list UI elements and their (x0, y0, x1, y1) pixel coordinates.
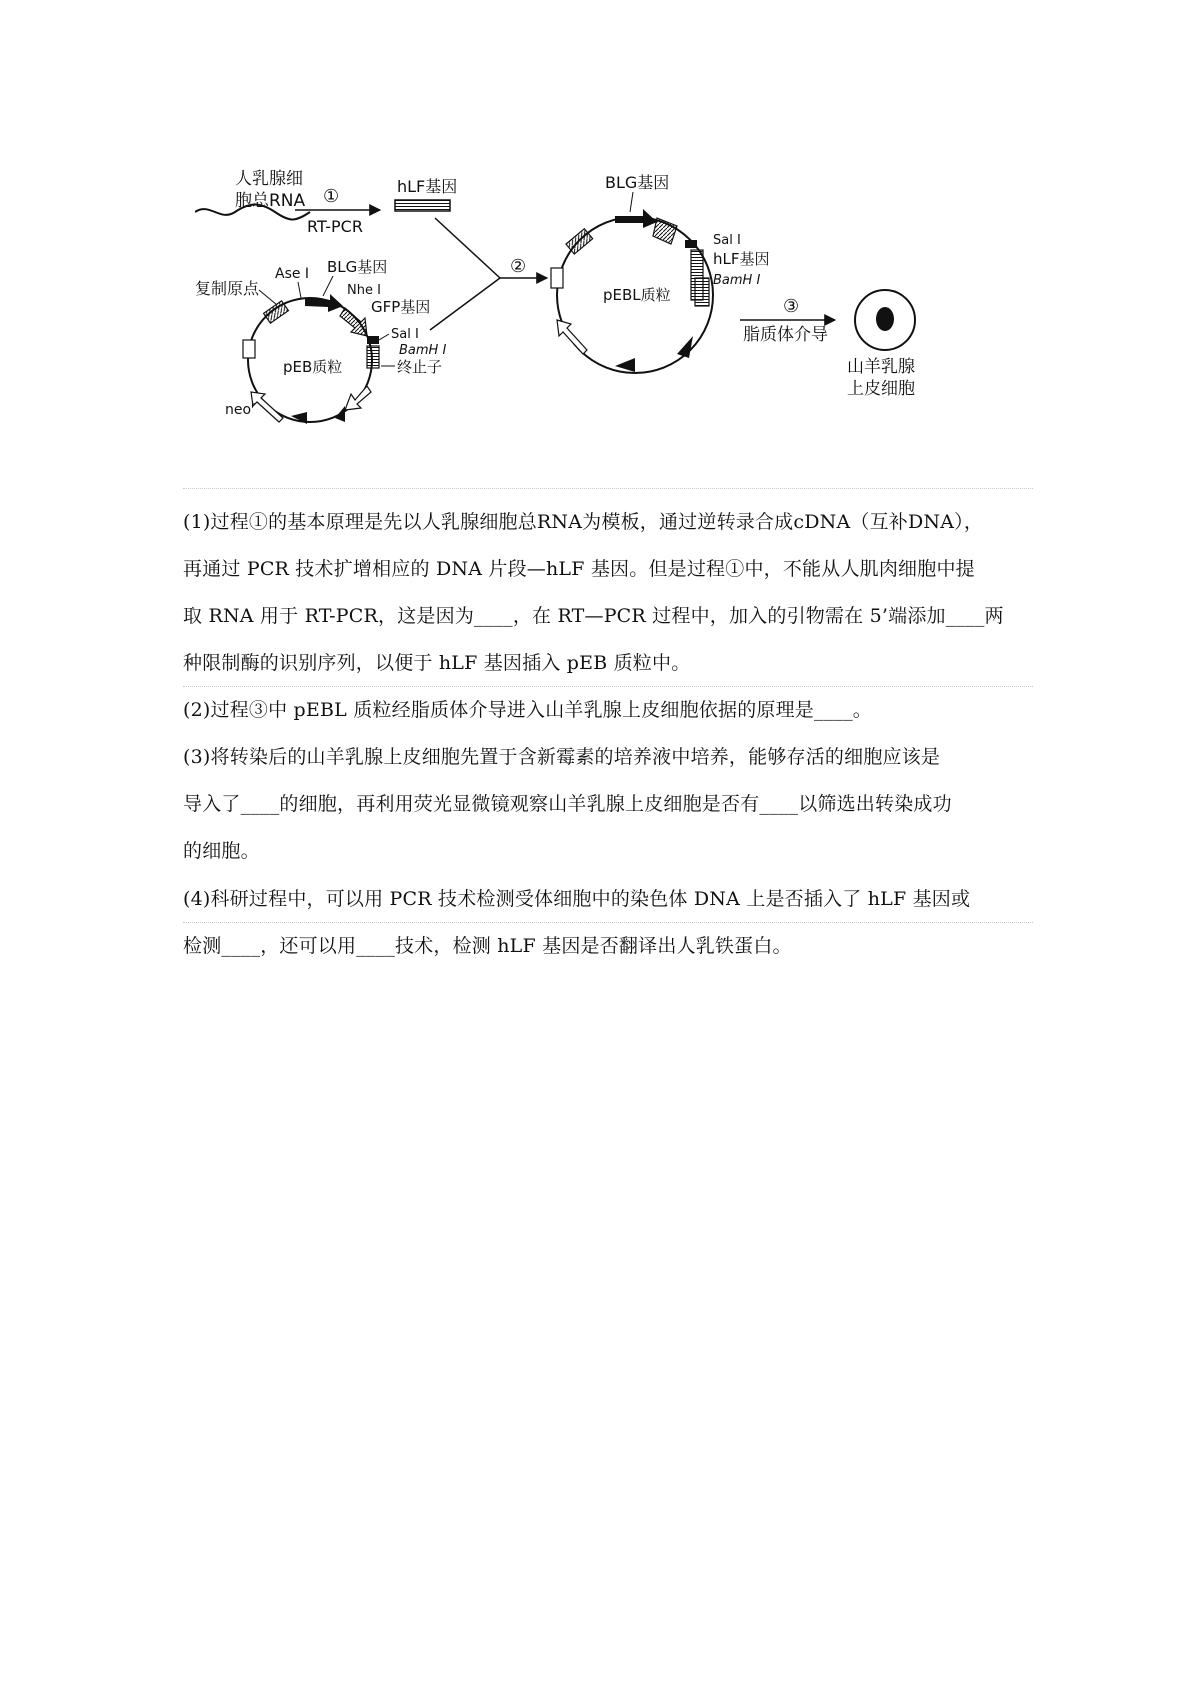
question-1-line: 再通过 PCR 技术扩增相应的 DNA 片段—hLF 基因。但是过程①中，不能从人肌肉细胞中提 (183, 558, 975, 580)
connector-peb (430, 278, 500, 330)
peb-terminator-label: 终止子 (397, 358, 443, 376)
question-4 (183, 876, 1033, 970)
pebl-name: pEBL质粒 (603, 286, 671, 304)
question-2-line: (2)过程③中 pEBL 质粒经脂质体介导进入山羊乳腺上皮细胞依据的原理是____。 (183, 699, 873, 721)
step1-method: RT-PCR (307, 217, 363, 236)
peb-ori-leader (259, 290, 277, 305)
pebl-arrow-w1 (557, 320, 587, 354)
pebl-sal-label: Sal I (713, 233, 741, 248)
peb-ori-label: 复制原点 (195, 279, 260, 298)
step2-number: ② (510, 256, 527, 277)
peb-ase-leader (298, 282, 301, 298)
hlf-gene-fragment (395, 200, 450, 211)
divider (183, 922, 1033, 923)
peb-bam-label: BamH I (399, 343, 447, 358)
terminator-block (367, 346, 379, 368)
peb-nhe-label: Nhe I (347, 283, 381, 298)
question-3-line: 的细胞。 (183, 840, 260, 862)
hlf-gene-label: hLF基因 (397, 177, 458, 196)
step3-method: 脂质体介导 (743, 325, 828, 345)
peb-plasmid (243, 294, 379, 424)
plasmid-construction-diagram (195, 160, 1035, 480)
pebl-arrow-b1 (677, 336, 693, 358)
question-4-line: 检测____，还可以用____技术，检测 hLF 基因是否翻译出人乳铁蛋白。 (183, 935, 792, 957)
question-3-line: 导入了____的细胞，再利用荧光显微镜观察山羊乳腺上皮细胞是否有____以筛选出转染成功 (183, 793, 952, 815)
connector-hlf (435, 218, 500, 278)
peb-blg-leader (323, 276, 333, 296)
peb-name: pEB质粒 (283, 358, 343, 376)
peb-blg-arrow (305, 294, 343, 312)
pebl-arrow-b2 (615, 358, 635, 372)
pebl-bam-label: BamH I (713, 273, 761, 288)
question-2 (183, 687, 1033, 734)
target-cell-nucleus (876, 307, 894, 331)
peb-gfp-label: GFP基因 (371, 298, 431, 316)
neo-label: neo$^r$ (225, 401, 255, 418)
peb-left-block (243, 340, 255, 358)
question-4-line: (4)科研过程中，可以用 PCR 技术检测受体细胞中的染色体 DNA 上是否插入了 hLF 基因或 (183, 888, 971, 910)
pebl-hatch-block (653, 218, 677, 244)
step1-number: ① (323, 186, 340, 207)
target-cell-label-line1: 山羊乳腺 (847, 357, 915, 377)
peb-sal-site (367, 336, 379, 344)
pebl-plasmid (551, 209, 713, 373)
pebl-hlf-label: hLF基因 (713, 250, 770, 268)
question-3 (183, 734, 1033, 875)
peb-sal-leader (379, 334, 389, 340)
pebl-left-block (551, 268, 563, 288)
peb-blg-label: BLG基因 (327, 258, 388, 276)
pebl-blg-leader (630, 192, 633, 212)
question-1-line: 取 RNA 用于 RT-PCR，这是因为____，在 RT—PCR 过程中，加入的引物需在 5’端添加____两 (183, 605, 1004, 627)
peb-arrow-r (345, 386, 371, 410)
question-1-line: 种限制酶的识别序列，以便于 hLF 基因插入 pEB 质粒中。 (183, 652, 691, 674)
gfp-arrow (340, 308, 367, 336)
pebl-sal-site (685, 240, 697, 248)
pebl-terminator (695, 278, 709, 306)
pebl-blg-arrow (615, 209, 657, 228)
peb-ase-label: Ase I (275, 266, 310, 282)
step3-number: ③ (783, 296, 800, 317)
question-1-line: (1)过程①的基本原理是先以人乳腺细胞总RNA为模板，通过逆转录合成cDNA（互补DNA）， (183, 511, 984, 533)
question-3-line: (3)将转染后的山羊乳腺上皮细胞先置于含新霉素的培养液中培养，能够存活的细胞应该是 (183, 746, 941, 768)
source-label-line1: 人乳腺细 (235, 169, 303, 189)
pebl-blg-label: BLG基因 (605, 173, 670, 192)
divider (183, 488, 1033, 489)
neo-arrow (251, 392, 283, 422)
source-label-line2: 胞总RNA (235, 191, 306, 211)
target-cell-label-line2: 上皮细胞 (847, 379, 915, 399)
question-1 (183, 499, 1033, 687)
peb-arrow-b1 (335, 406, 345, 422)
peb-arrow-b2 (291, 412, 307, 424)
peb-sal-label: Sal I (391, 327, 419, 342)
